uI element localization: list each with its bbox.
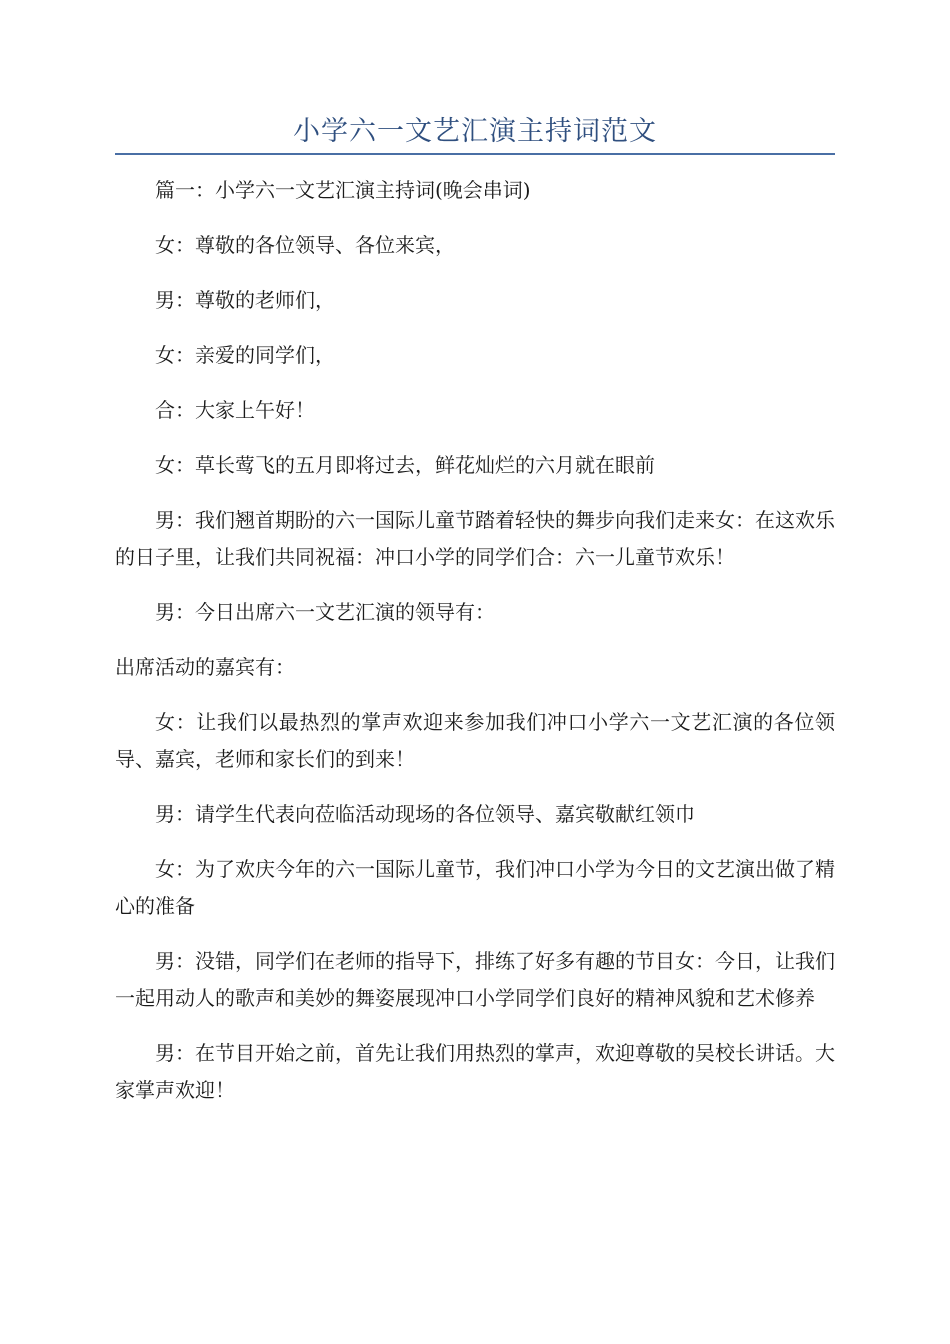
- paragraph-4: 合：大家上午好！: [155, 398, 315, 422]
- paragraph-5: 女：草长莺飞的五月即将过去，鲜花灿烂的六月就在眼前: [155, 453, 655, 477]
- paragraph-7: 男：今日出席六一文艺汇演的领导有：: [155, 600, 495, 624]
- paragraph-8: 出席活动的嘉宾有：: [115, 655, 295, 679]
- paragraph-13: 男：在节目开始之前，首先让我们用热烈的掌声，欢迎尊敬的吴校长讲话。大家掌声欢迎！: [115, 1041, 835, 1102]
- paragraph-10: 男：请学生代表向莅临活动现场的各位领导、嘉宾敬献红领巾: [155, 802, 695, 826]
- paragraph-0: 篇一：小学六一文艺汇演主持词(晚会串词): [155, 178, 531, 202]
- paragraph-11: 女：为了欢庆今年的六一国际儿童节，我们冲口小学为今日的文艺演出做了精心的准备: [115, 857, 835, 918]
- title-underline: [115, 153, 835, 155]
- paragraph-12: 男：没错，同学们在老师的指导下，排练了好多有趣的节目女：今日，让我们一起用动人的歌声和美妙的舞姿展现冲口小学同学们良好的精神风貌和艺术修养: [115, 949, 835, 1010]
- paragraph-3: 女：亲爱的同学们，: [155, 343, 335, 367]
- paragraph-9: 女：让我们以最热烈的掌声欢迎来参加我们冲口小学六一文艺汇演的各位领导、嘉宾，老师和家长们的到来！: [115, 710, 835, 771]
- paragraph-2: 男：尊敬的老师们，: [155, 288, 335, 312]
- document-body: [115, 172, 835, 1127]
- paragraph-6: 男：我们翘首期盼的六一国际儿童节踏着轻快的舞步向我们走来女：在这欢乐的日子里，让我们共同祝福：冲口小学的同学们合：六一儿童节欢乐！: [115, 508, 835, 569]
- paragraph-1: 女：尊敬的各位领导、各位来宾，: [155, 233, 455, 257]
- document-title: 小学六一文艺汇演主持词范文: [293, 116, 657, 147]
